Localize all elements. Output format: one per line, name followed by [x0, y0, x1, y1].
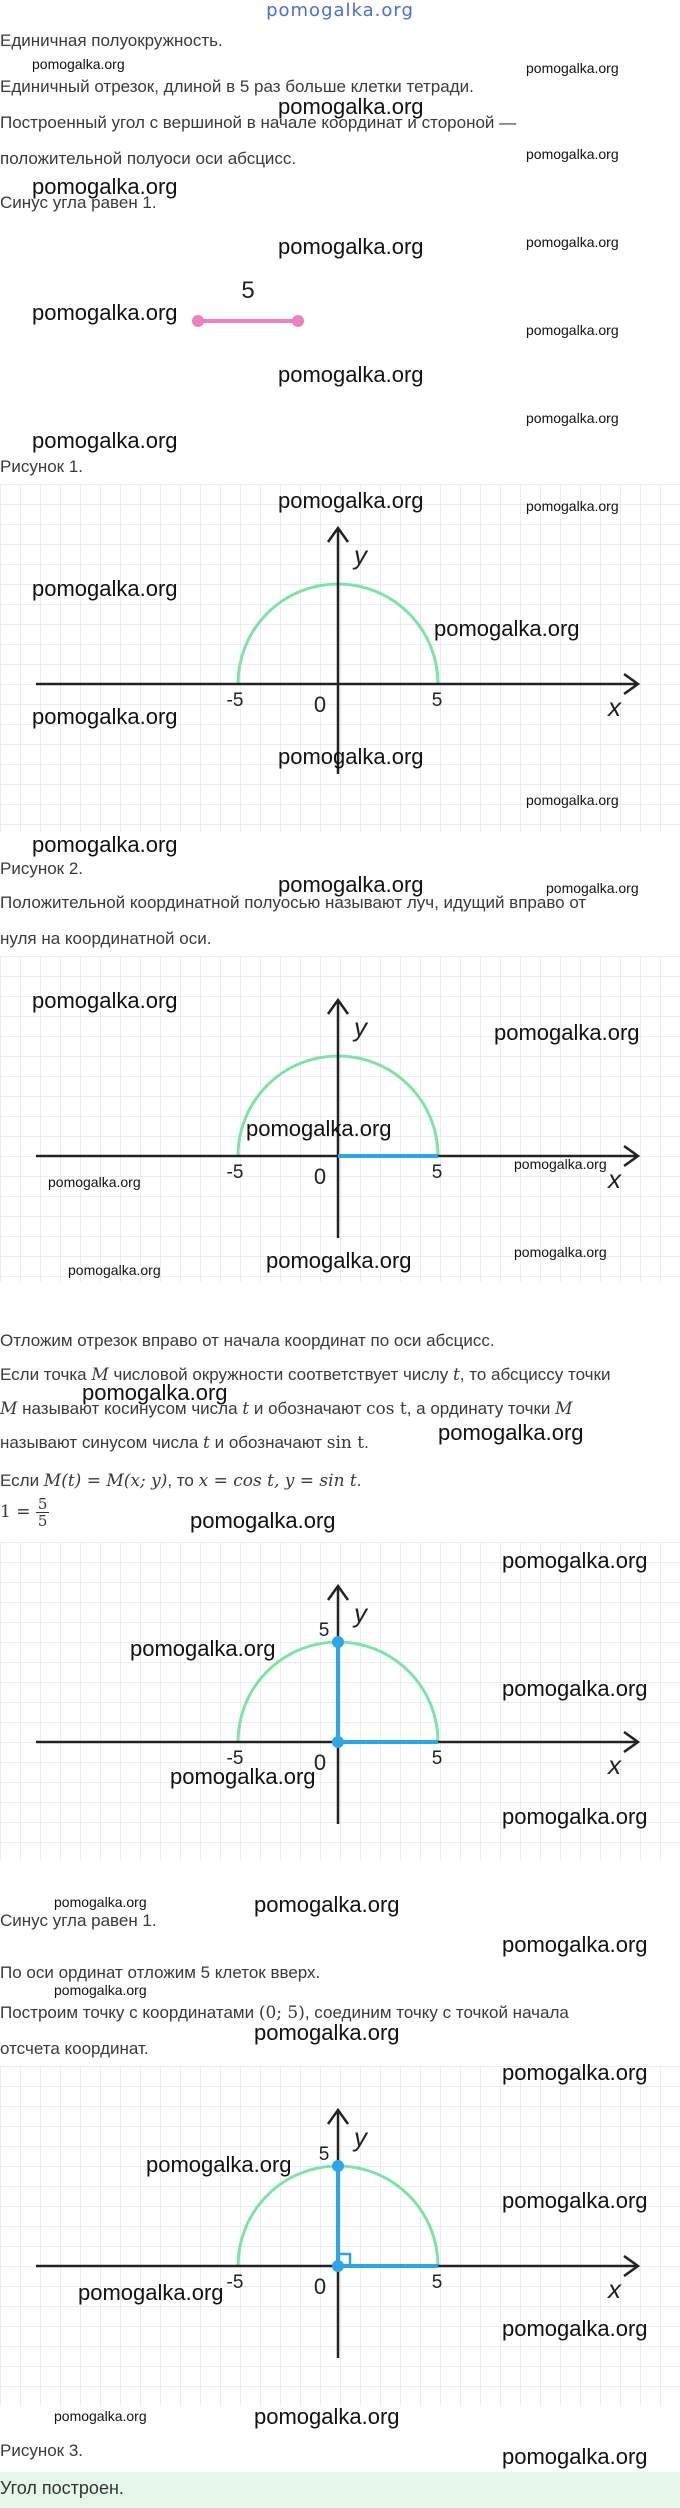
tick-pos5: 5 — [431, 1162, 443, 1183]
tick-pos5: 5 — [431, 2272, 443, 2293]
final-text: Угол построен. — [0, 2478, 124, 2498]
figure-caption: Рисунок 1. — [0, 457, 84, 476]
watermark: pomogalka.org — [246, 1116, 392, 1141]
watermark: pomogalka.org — [254, 2020, 400, 2045]
text-line — [0, 1470, 362, 1492]
watermark: pomogalka.org — [254, 1892, 400, 1917]
watermark: pomogalka.org — [526, 498, 619, 514]
text-fragment: . — [356, 1471, 362, 1490]
y-axis-label: y — [354, 1598, 367, 1628]
watermark: pomogalka.org — [502, 2060, 648, 2085]
y-axis-label: y — [354, 1012, 367, 1042]
unit-segment-figure — [180, 278, 320, 338]
watermark: pomogalka.org — [278, 234, 424, 259]
tick-pos5: 5 — [431, 690, 443, 711]
y-axis-label: y — [354, 540, 367, 570]
watermark: pomogalka.org — [434, 616, 580, 641]
watermark: pomogalka.org — [32, 576, 178, 601]
fraction — [36, 1496, 50, 1529]
y-axis-label: y — [354, 2122, 367, 2152]
watermark: pomogalka.org — [32, 300, 178, 325]
watermark: pomogalka.org — [502, 1548, 648, 1573]
watermark: pomogalka.org — [68, 1262, 161, 1278]
x-axis-label: x — [608, 1164, 621, 1194]
watermark: pomogalka.org — [438, 1420, 584, 1445]
text-line: нуля на координатной оси. — [0, 929, 212, 948]
text-fragment: и обозначают — [209, 1433, 327, 1452]
fraction-numerator: 5 — [37, 1495, 48, 1513]
watermark: pomogalka.org — [278, 362, 424, 387]
text-line: отсчета координат. — [0, 2039, 149, 2058]
watermark: pomogalka.org — [526, 60, 619, 76]
x-axis-label: x — [608, 692, 621, 722]
watermark: pomogalka.org — [32, 832, 178, 857]
watermark: pomogalka.org — [266, 1248, 412, 1273]
watermark: pomogalka.org — [82, 1380, 228, 1405]
watermark: pomogalka.org — [514, 1156, 607, 1172]
text-fragment: называют косинусом числа — [17, 1399, 243, 1418]
watermark: pomogalka.org — [546, 880, 639, 896]
watermark: pomogalka.org — [48, 1174, 141, 1190]
x-axis-label: x — [608, 2274, 621, 2304]
figure-caption: Рисунок 2. — [0, 859, 84, 878]
watermark: pomogalka.org — [278, 488, 424, 513]
math-symbol: t — [452, 1365, 460, 1385]
text-line — [0, 1962, 320, 1984]
watermark: pomogalka.org — [526, 322, 619, 338]
tick-neg5: -5 — [226, 690, 244, 711]
watermark: pomogalka.org — [32, 174, 178, 199]
text-fragment: , соединим точку с точкой начала — [304, 2003, 569, 2022]
watermark: pomogalka.org — [146, 2152, 292, 2177]
watermark: pomogalka.org — [502, 1932, 648, 1957]
text-line: Единичный отрезок, длиной в 5 раз больше клетки тетради. — [0, 77, 474, 96]
watermark: pomogalka.org — [526, 410, 619, 426]
watermark: pomogalka.org — [32, 428, 178, 453]
tick-y5: 5 — [318, 2144, 330, 2165]
watermark: pomogalka.org — [502, 2316, 648, 2341]
tick-neg5: -5 — [226, 1162, 244, 1183]
watermark: pomogalka.org — [502, 2444, 648, 2469]
site-logo[interactable]: pomogalka.org — [266, 0, 414, 21]
tick-pos5: 5 — [431, 1748, 443, 1769]
watermark: pomogalka.org — [170, 1764, 316, 1789]
watermark: pomogalka.org — [190, 1508, 336, 1533]
watermark: pomogalka.org — [130, 1636, 276, 1661]
tick-neg5: -5 — [226, 1748, 244, 1769]
text-fragment: называют синусом числа — [0, 1433, 204, 1452]
math-symbol: M — [555, 1399, 573, 1419]
math-symbol: M — [91, 1365, 109, 1385]
equation — [0, 1496, 49, 1529]
watermark: pomogalka.org — [54, 2408, 147, 2424]
watermark: pomogalka.org — [278, 872, 424, 897]
tick-zero: 0 — [313, 2274, 327, 2299]
watermark: pomogalka.org — [278, 94, 424, 119]
text-fragment: По оси ординат отложим 5 клеток вверх. — [0, 1963, 321, 1982]
math-expression: M(t) = M(x; y) — [43, 1471, 168, 1491]
figure-caption: Рисунок 3. — [0, 2441, 84, 2460]
watermark: pomogalka.org — [78, 2280, 224, 2305]
origin-point — [332, 2260, 344, 2272]
figure-1 — [0, 484, 680, 832]
origin-point — [332, 1736, 344, 1748]
text-fragment: Если точка — [0, 1365, 92, 1384]
segment-end-point — [292, 315, 304, 327]
watermark: pomogalka.org — [514, 1244, 607, 1260]
text-line: Синус угла равен 1. — [0, 1911, 157, 1930]
text-fragment: , то — [167, 1471, 199, 1490]
figure-4 — [0, 2066, 680, 2406]
math-expression: x = cos t, y = sin t — [198, 1471, 357, 1491]
text-fragment: Если — [0, 1471, 44, 1490]
text-line: Положительной координатной полуосью называют луч, идущий вправо от — [0, 893, 587, 912]
point-0-5 — [332, 2160, 344, 2172]
watermark: pomogalka.org — [32, 56, 125, 72]
watermark: pomogalka.org — [54, 1894, 147, 1910]
fraction-denominator: 5 — [37, 1512, 48, 1530]
tick-zero: 0 — [313, 692, 327, 717]
tick-zero: 0 — [313, 1750, 327, 1775]
tick-zero: 0 — [313, 1164, 327, 1189]
watermark: pomogalka.org — [526, 234, 619, 250]
watermark: pomogalka.org — [526, 792, 619, 808]
text-line: Построенный угол с вершиной в начале координат и стороной — — [0, 113, 517, 132]
watermark: pomogalka.org — [526, 146, 619, 162]
math-expression: (0; 5) — [258, 2003, 305, 2023]
tick-neg5: -5 — [226, 2272, 244, 2293]
text-fragment: Построим точку с координатами — [0, 2003, 259, 2022]
text-line: Синус угла равен 1. — [0, 193, 157, 212]
math-symbol: M — [0, 1399, 18, 1419]
watermark: pomogalka.org — [494, 1020, 640, 1045]
text-line: Отложим отрезок вправо от начала координат по оси абсцисс. — [0, 1331, 495, 1350]
watermark: pomogalka.org — [32, 704, 178, 729]
text-fragment: , то абсциссу точки — [459, 1365, 611, 1384]
text-fragment: и обозначают — [249, 1399, 366, 1418]
x-axis-label: x — [608, 1750, 621, 1780]
math-expression: cos t — [365, 1399, 407, 1419]
math-symbol: t — [242, 1399, 250, 1419]
watermark: pomogalka.org — [502, 1676, 648, 1701]
tick-y5: 5 — [318, 1620, 330, 1641]
text-fragment: , а ординату точки — [406, 1399, 556, 1418]
final-banner — [0, 2472, 680, 2508]
text-line — [0, 1432, 369, 1454]
math-expression: sin t — [326, 1433, 365, 1453]
segment-start-point — [192, 315, 204, 327]
text-fragment: . — [364, 1433, 369, 1452]
point-0-5 — [332, 1636, 344, 1648]
segment-label: 5 — [241, 277, 255, 304]
watermark: pomogalka.org — [54, 1982, 147, 1998]
watermark: pomogalka.org — [32, 988, 178, 1013]
watermark: pomogalka.org — [502, 1804, 648, 1829]
math-symbol: t — [203, 1433, 210, 1453]
watermark: pomogalka.org — [254, 2404, 400, 2429]
watermark: pomogalka.org — [278, 744, 424, 769]
text-fragment: числовой окружности соответствует числу — [108, 1365, 453, 1384]
text-line: Единичная полуокружность. — [0, 31, 223, 50]
watermark: pomogalka.org — [502, 2188, 648, 2213]
equation-left: 1 = — [0, 1502, 31, 1522]
text-line: положительной полуоси оси абсцисс. — [0, 149, 297, 168]
